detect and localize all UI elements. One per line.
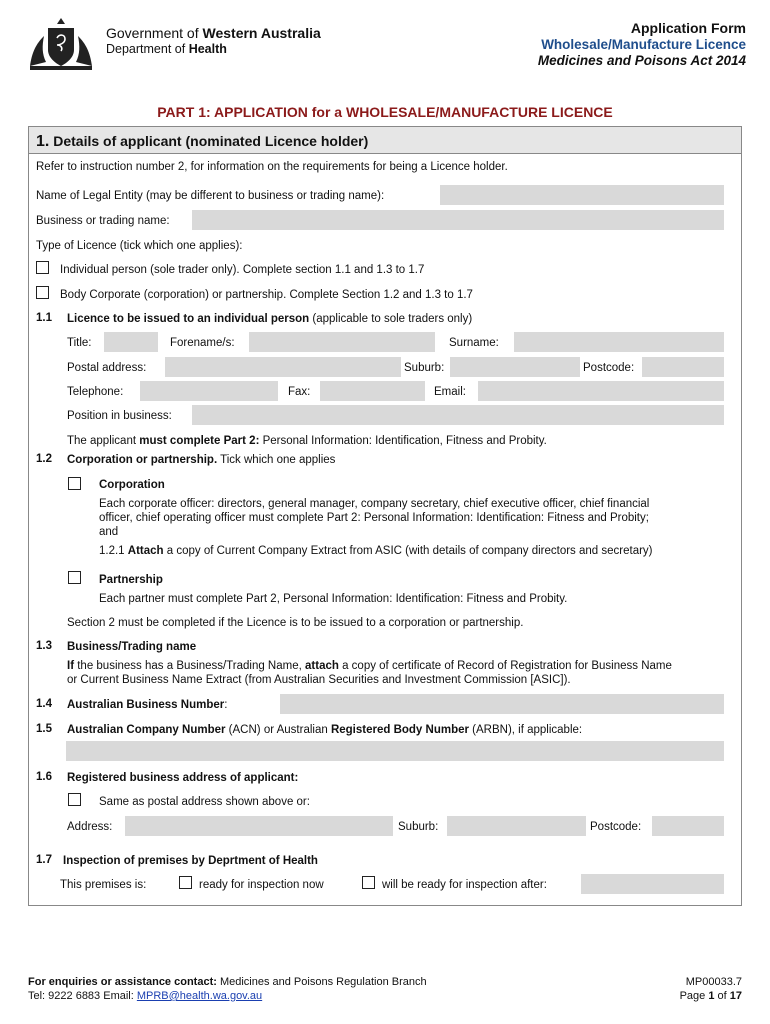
position-field[interactable]	[192, 405, 724, 425]
same-as-postal-checkbox[interactable]	[68, 793, 81, 806]
body-corporate-option-label: Body Corporate (corporation) or partnership. Complete Section 1.2 and 1.3 to 1.7	[60, 289, 473, 301]
ready-after-label: will be ready for inspection after:	[382, 879, 547, 891]
section-1-1-title: Licence to be issued to an individual person (applicable to sole traders only)	[67, 313, 473, 325]
forenames-field[interactable]	[249, 332, 435, 352]
postcode-label: Postcode:	[583, 362, 635, 374]
registered-suburb-field[interactable]	[447, 816, 586, 836]
department-name: Department of Health	[106, 42, 227, 56]
form-type-title: Application Form	[630, 20, 746, 36]
section-1-2-number: 1.2	[36, 453, 52, 465]
section-1-3-text-line1: If the business has a Business/Trading Name, attach a copy of certificate of Record of Registration for Business Name	[67, 660, 672, 672]
body-corporate-checkbox[interactable]	[36, 286, 49, 299]
premises-label: This premises is:	[60, 879, 147, 891]
abn-field[interactable]	[280, 694, 724, 714]
section-1-2-title: Corporation or partnership. Tick which one applies	[67, 454, 336, 466]
section-1-3-title: Business/Trading name	[67, 641, 197, 653]
surname-label: Surname:	[449, 337, 499, 349]
postcode-field[interactable]	[642, 357, 724, 377]
suburb-field[interactable]	[450, 357, 580, 377]
corporation-checkbox[interactable]	[68, 477, 81, 490]
title-field[interactable]	[104, 332, 158, 352]
ready-now-label: ready for inspection now	[199, 879, 324, 891]
section-1-3-text-line2: or Current Business Name Extract (from Australian Securities and Investment Commission [ASIC]).	[67, 674, 571, 686]
coat-of-arms-logo	[24, 16, 98, 74]
corporation-text-line1: Each corporate officer: directors, general manager, company secretary, chief executive officer, chief financial	[99, 498, 650, 510]
corporation-label: Corporation	[99, 479, 165, 491]
ready-after-checkbox[interactable]	[362, 876, 375, 889]
section-1-6-title: Registered business address of applicant:	[67, 772, 299, 784]
acn-arbn-label: Australian Company Number (ACN) or Australian Registered Body Number (ARBN), if applicable:	[67, 724, 583, 736]
section-1-heading: 1. Details of applicant (nominated Licence holder)	[36, 133, 369, 150]
part2-note: The applicant must complete Part 2: Personal Information: Identification, Fitness and Probity.	[67, 435, 547, 447]
legal-entity-field[interactable]	[440, 185, 724, 205]
same-as-postal-label: Same as postal address shown above or:	[99, 796, 310, 808]
ready-now-checkbox[interactable]	[179, 876, 192, 889]
corporation-text-line3: and	[99, 526, 119, 538]
trading-name-label: Business or trading name:	[36, 215, 170, 227]
registered-address-field[interactable]	[125, 816, 393, 836]
inspection-date-field[interactable]	[581, 874, 724, 894]
part-title: PART 1: APPLICATION for a WHOLESALE/MANUFACTURE LICENCE	[157, 104, 613, 120]
section2-note: Section 2 must be completed if the Licence is to be issued to a corporation or partnership.	[67, 617, 524, 629]
telephone-label: Telephone:	[67, 386, 124, 398]
registered-address-label: Address:	[67, 821, 113, 833]
section-1-6-number: 1.6	[36, 771, 52, 783]
forenames-label: Forename/s:	[170, 337, 235, 349]
postal-address-label: Postal address:	[67, 362, 147, 374]
partnership-text: Each partner must complete Part 2, Personal Information: Identification: Fitness and Probity.	[99, 593, 568, 605]
legal-entity-label: Name of Legal Entity (may be different to business or trading name):	[36, 190, 385, 202]
instruction-text: Refer to instruction number 2, for information on the requirements for being a Licence holder.	[36, 161, 508, 173]
section-1-7-number: 1.7	[36, 854, 52, 866]
registered-postcode-label: Postcode:	[590, 821, 642, 833]
corporation-attach-note: 1.2.1 Attach a copy of Current Company Extract from ASIC (with details of company directors and secretary)	[99, 545, 653, 557]
section-1-4-number: 1.4	[36, 698, 52, 710]
position-label: Position in business:	[67, 410, 172, 422]
title-label: Title:	[67, 337, 92, 349]
trading-name-field[interactable]	[192, 210, 724, 230]
email-label: Email:	[434, 386, 466, 398]
fax-label: Fax:	[288, 386, 311, 398]
fax-field[interactable]	[320, 381, 425, 401]
partnership-checkbox[interactable]	[68, 571, 81, 584]
form-code: MP00033.7	[685, 976, 742, 988]
acn-arbn-field[interactable]	[66, 741, 724, 761]
act-title: Medicines and Poisons Act 2014	[537, 53, 746, 68]
email-field[interactable]	[478, 381, 724, 401]
abn-label: Australian Business Number:	[67, 699, 228, 711]
corporation-text-line2: officer, chief operating officer must complete Part 2: Personal Information: Identification: Fitness and Probity;	[99, 512, 649, 524]
licence-type-label: Type of Licence (tick which one applies):	[36, 240, 243, 252]
individual-option-label: Individual person (sole trader only). Complete section 1.1 and 1.3 to 1.7	[60, 264, 425, 276]
postal-address-field[interactable]	[165, 357, 401, 377]
suburb-label: Suburb:	[404, 362, 445, 374]
email-link[interactable]: MPRB@health.wa.gov.au	[136, 990, 263, 1002]
section-1-1-number: 1.1	[36, 312, 52, 324]
individual-checkbox[interactable]	[36, 261, 49, 274]
section-1-7-title: Inspection of premises by Deprtment of Health	[63, 855, 318, 867]
section-1-3-number: 1.3	[36, 640, 52, 652]
footer-contact: For enquiries or assistance contact: Medicines and Poisons Regulation Branch Tel: 9222 6883 Email: MPRB@health.wa.gov.au	[28, 976, 427, 1002]
surname-field[interactable]	[514, 332, 724, 352]
registered-postcode-field[interactable]	[652, 816, 724, 836]
registered-suburb-label: Suburb:	[398, 821, 439, 833]
page-number: Page 1 of 17	[679, 990, 742, 1002]
section-1-5-number: 1.5	[36, 723, 52, 735]
telephone-field[interactable]	[140, 381, 278, 401]
partnership-label: Partnership	[99, 574, 163, 586]
footer-page-info	[680, 975, 742, 1003]
licence-title: Wholesale/Manufacture Licence	[541, 37, 746, 52]
government-name: Government of Western Australia	[106, 25, 321, 41]
